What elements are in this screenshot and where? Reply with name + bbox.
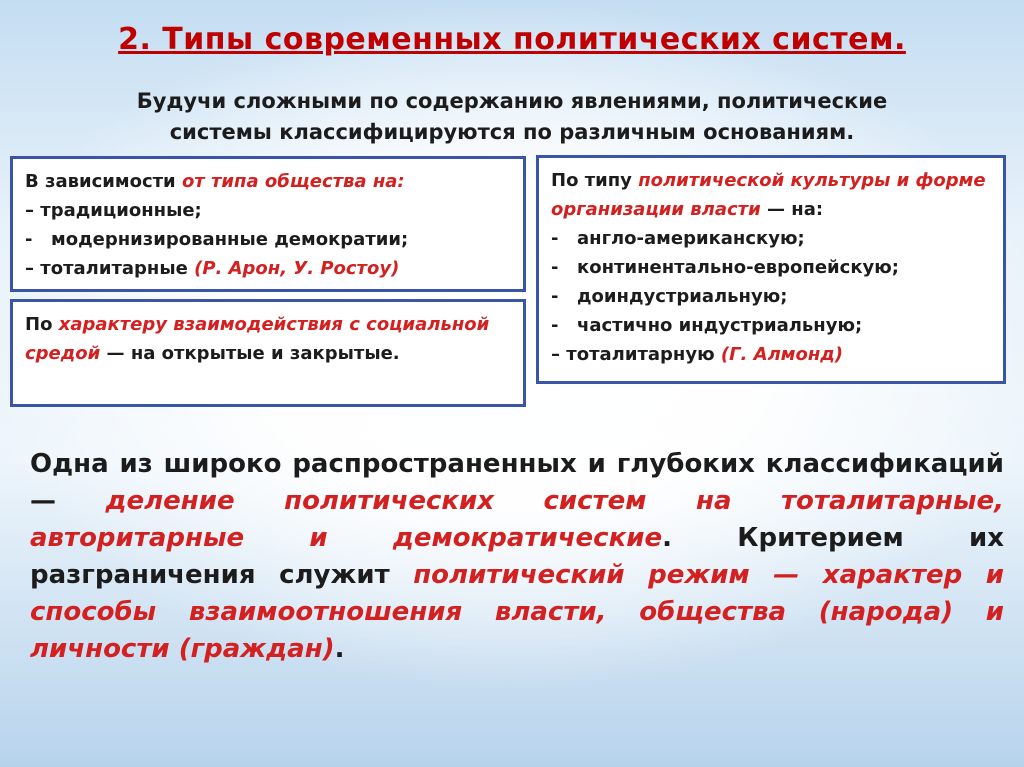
social-environment-box [10,299,526,407]
paragraph-text: Одна из широко распространенных и глубоких классификаций — [30,449,1004,516]
list-item-text: англо-американскую; [577,228,805,249]
environment-prefix: По [25,314,59,335]
list-item: – традиционные; [25,200,202,221]
culture-suffix: — на: [760,199,824,220]
list-item [551,340,991,369]
list-dash: - [551,257,559,278]
list-item [551,311,991,340]
environment-suffix: — на открытые и закрытые. [100,343,400,364]
paragraph-highlight: политический режим — характер и способы взаимоотношения власти, общества (народа) и личности (граждан) [30,560,1005,664]
society-intro-text: В зависимости [25,171,182,192]
society-box-intro [25,167,511,196]
list-item [551,282,991,311]
political-culture-box [536,155,1006,384]
list-item [551,253,991,282]
slide-subtitle [80,86,944,148]
list-item [25,254,511,283]
society-intro-highlight: от типа общества на: [181,171,405,192]
paragraph-text: . Критерием их разграничения служит [30,523,1004,590]
paragraph-text: . [334,634,345,664]
paragraph-highlight: деление политических систем на тоталитарные, авторитарные и демократические [30,486,1004,553]
society-type-box [10,156,526,292]
list-item-text: частично индустриальную; [577,315,863,336]
list-item-text: континентально-европейскую; [577,257,899,278]
author-citation: (Р. Арон, У. Ростоу) [194,258,400,279]
list-dash: - [25,229,33,250]
list-dash: - [551,228,559,249]
list-item-text: доиндустриальную; [577,286,788,307]
culture-highlight: политической культуры и форме организации власти [551,170,986,220]
author-citation: (Г. Алмонд) [720,344,844,365]
subtitle-line-2: системы классифицируются по различным основаниям. [169,120,855,144]
list-item-text: модернизированные демократии; [51,229,409,250]
subtitle-line-1: Будучи сложными по содержанию явлениями, политические [136,89,888,113]
slide-title: 2. Типы современных политических систем. [118,22,906,57]
environment-highlight: характеру взаимодействия с социальной средой [25,314,490,364]
culture-box-intro [551,166,991,224]
list-item-text: – тоталитарные [25,258,195,279]
list-dash: - [551,315,559,336]
list-item-text: – тоталитарную [551,344,721,365]
culture-prefix: По типу [551,170,639,191]
list-item [25,225,511,254]
list-item [551,224,991,253]
classification-paragraph [30,446,1004,668]
list-dash: - [551,286,559,307]
